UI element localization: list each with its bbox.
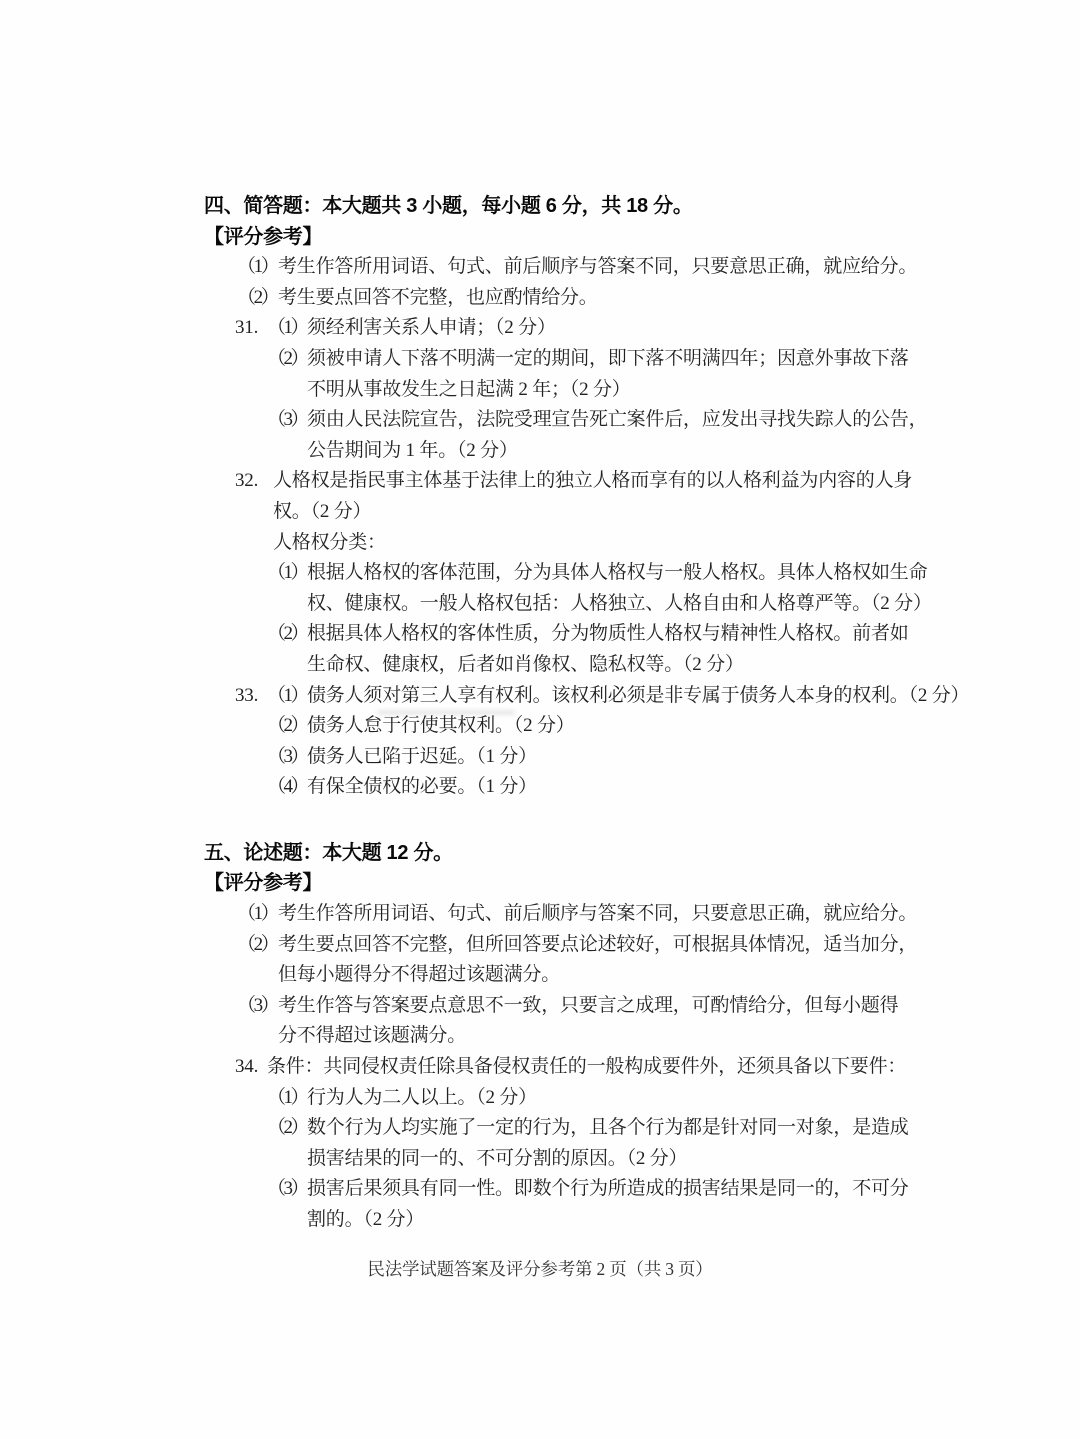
- q34-line-4: 损害结果的同一的、不可分割的原因。（2 分）: [307, 1147, 688, 1169]
- item-number: （4）: [267, 776, 308, 798]
- answer-text: 条件：共同侵权责任除具备侵权责任的一般构成要件外，还须具备以下要件：: [267, 1056, 907, 1078]
- item-number: （1）: [267, 317, 308, 339]
- section-5-scoring-header: 【评分参考】: [204, 872, 323, 895]
- item-number: （2）: [267, 715, 308, 737]
- note-text: 考生作答所用词语、句式、前后顺序与答案不同，只要意思正确，就应给分。: [278, 256, 918, 278]
- item-number: （1）: [267, 562, 308, 584]
- item-number: （1）: [267, 684, 308, 706]
- answer-text: 根据具体人格权的客体性质，分为物质性人格权与精神性人格权。前者如: [307, 623, 909, 645]
- section-4-scoring-header: 【评分参考】: [204, 225, 323, 248]
- answer-text: 须经利害关系人申请；（2 分）: [307, 317, 556, 339]
- q33-line-3: [204, 742, 1080, 773]
- q31-line-3: 不明从事故发生之日起满 2 年；（2 分）: [307, 378, 631, 400]
- item-number: （2）: [267, 623, 308, 645]
- scan-smudge: [377, 710, 515, 715]
- item-number: （3）: [267, 745, 308, 767]
- section-5-note-2-cont: 但每小题得分不得超过该题满分。: [278, 964, 561, 986]
- section-5-note-3-cont: 分不得超过该题满分。: [278, 1025, 467, 1047]
- q31-line-4: [204, 405, 1080, 436]
- q34-line-3: [204, 1113, 1080, 1144]
- q33-line-1: [204, 681, 1080, 712]
- q32-line-3: 人格权分类：: [273, 531, 386, 553]
- q34-line-2: [204, 1083, 1080, 1114]
- q33-line-4: [204, 772, 1080, 803]
- answer-text: 须被申请人下落不明满一定的期间，即下落不明满四年；因意外事故下落: [307, 347, 909, 369]
- note-number: （1）: [237, 903, 278, 925]
- q33-line-2: [204, 711, 1080, 742]
- q32-line-1: [204, 466, 1080, 497]
- answer-text: 数个行为人均实施了一定的行为，且各个行为都是针对同一对象，是造成: [307, 1117, 909, 1139]
- note-number: （2）: [237, 286, 278, 308]
- section-5-note-2: [204, 930, 1080, 961]
- q32-line-4: [204, 558, 1080, 589]
- q32-line-2: 权。（2 分）: [273, 500, 372, 522]
- item-number: （3）: [267, 409, 308, 431]
- answer-text: 损害后果须具有同一性。即数个行为所造成的损害结果是同一的，不可分: [307, 1178, 909, 1200]
- item-number: （2）: [267, 347, 308, 369]
- note-text: 考生作答与答案要点意思不一致，只要言之成理，可酌情给分，但每小题得: [278, 994, 899, 1016]
- answer-text: 根据人格权的客体范围，分为具体人格权与一般人格权。具体人格权如生命: [307, 562, 928, 584]
- section-4-heading: 四、简答题：本大题共 3 小题，每小题 6 分，共 18 分。: [204, 195, 693, 217]
- q34-line-6: 割的。（2 分）: [307, 1209, 425, 1230]
- q32-line-7: 生命权、健康权，后者如肖像权、隐私权等。（2 分）: [307, 653, 744, 675]
- answer-text: 债务人须对第三人享有权利。该权利必须是非专属于债务人本身的权利。（2 分）: [307, 684, 970, 706]
- note-number: （3）: [237, 994, 278, 1016]
- question-number: 34.: [235, 1056, 259, 1078]
- q31-line-1: [204, 313, 1080, 344]
- item-number: （1）: [267, 1086, 308, 1108]
- answer-text: 人格权是指民事主体基于法律上的独立人格而享有的以人格利益为内容的人身: [273, 470, 913, 492]
- answer-text: 债务人已陷于迟延。（1 分）: [307, 745, 537, 767]
- item-number: （2）: [267, 1117, 308, 1139]
- note-number: （1）: [237, 256, 278, 278]
- question-number: 31.: [235, 317, 259, 339]
- question-number: 32.: [235, 470, 259, 492]
- q32-line-5: 权、健康权。一般人格权包括：人格独立、人格自由和人格尊严等。（2 分）: [307, 592, 932, 614]
- section-5-heading: 五、论述题：本大题 12 分。: [204, 841, 453, 864]
- note-text: 考生作答所用词语、句式、前后顺序与答案不同，只要意思正确，就应给分。: [278, 903, 918, 925]
- q31-line-2: [204, 344, 1080, 375]
- section-4-note-1: [204, 252, 1080, 283]
- question-number: 33.: [235, 684, 259, 706]
- answer-text: 行为人为二人以上。（2 分）: [307, 1086, 537, 1108]
- q34-line-1: [204, 1052, 1080, 1083]
- q34-line-5: [204, 1174, 1080, 1205]
- section-5-note-3: [204, 991, 1080, 1022]
- q31-line-5: 公告期间为 1 年。（2 分）: [307, 439, 518, 461]
- note-text: 考生要点回答不完整，但所回答要点论述较好，可根据具体情况，适当加分，: [278, 933, 918, 955]
- item-number: （3）: [267, 1178, 308, 1200]
- section-5-note-1: [204, 899, 1080, 930]
- page-footer: 民法学试题答案及评分参考第 2 页（共 3 页）: [367, 1259, 713, 1279]
- answer-text: 须由人民法院宣告，法院受理宣告死亡案件后，应发出寻找失踪人的公告，: [307, 409, 928, 431]
- note-text: 考生要点回答不完整，也应酌情给分。: [278, 286, 598, 308]
- q32-line-6: [204, 619, 1080, 650]
- answer-text: 有保全债权的必要。（1 分）: [307, 776, 537, 798]
- note-number: （2）: [237, 933, 278, 955]
- answer-text: 债务人怠于行使其权利。（2 分）: [307, 715, 575, 737]
- section-4-note-2: [204, 283, 1080, 314]
